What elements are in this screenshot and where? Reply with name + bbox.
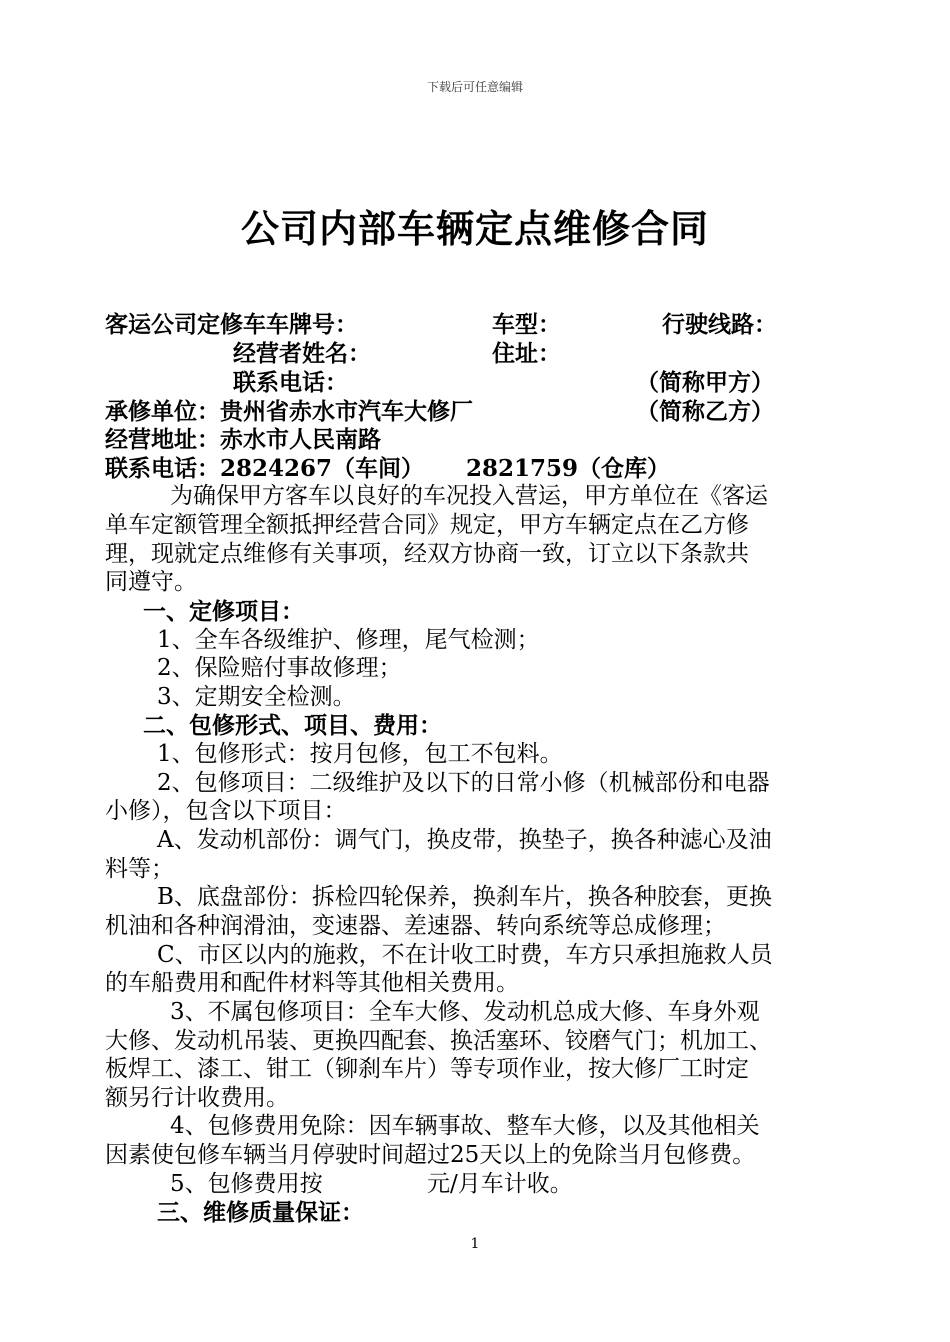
section1-item: 1、全车各级维护、修理，尾气检测； bbox=[157, 627, 540, 653]
section2-line: 板焊工、漆工、钳工（铆刹车片）等专项作业，按大修厂工时定 bbox=[105, 1056, 749, 1082]
model-label: 车型： bbox=[492, 311, 561, 338]
warehouse-phone: 2821759（仓库） bbox=[466, 455, 671, 482]
header-note: 下载后可任意编辑 bbox=[426, 80, 523, 94]
document-title: 公司内部车辆定点维修合同 bbox=[240, 206, 709, 251]
section1-heading: 一、定修项目： bbox=[143, 598, 304, 625]
intro-line: 理，现就定点维修有关事项，经双方协商一致，订立以下条款共 bbox=[105, 541, 749, 567]
section2-line: 料等； bbox=[105, 856, 174, 882]
repairer-line: 承修单位：贵州省赤水市汽车大修厂 bbox=[105, 398, 473, 425]
section2-line: 大修、发动机吊装、更换四配套、换活塞环、铰磨气门；机加工、 bbox=[105, 1028, 772, 1054]
intro-line: 单车定额管理全额抵押经营合同》规定，甲方车辆定点在乙方修 bbox=[105, 512, 749, 538]
intro-line: 同遵守。 bbox=[105, 569, 197, 595]
party-b-short-name: （简称乙方） bbox=[636, 398, 774, 425]
section2-line: B、底盘部份：拆检四轮保养，换刹车片，换各种胶套，更换 bbox=[157, 884, 772, 910]
section2-line: 小修），包含以下项目： bbox=[105, 798, 347, 824]
workshop-phone: 联系电话：2824267（车间） bbox=[105, 455, 425, 482]
section2-line: 3、不属包修项目：全车大修、发动机总成大修、车身外观 bbox=[170, 999, 760, 1025]
operator-label: 经营者姓名： bbox=[233, 340, 371, 367]
section2-line: 的车船费用和配件材料等其他相关费用。 bbox=[105, 970, 519, 996]
party-a-short-name: （简称甲方） bbox=[636, 369, 774, 396]
page-number: 1 bbox=[470, 1236, 480, 1252]
section1-item: 3、定期安全检测。 bbox=[157, 684, 356, 710]
section2-heading: 二、包修形式、项目、费用： bbox=[143, 712, 442, 739]
section1-item: 2、保险赔付事故修理； bbox=[157, 655, 402, 681]
section3-heading: 三、维修质量保证： bbox=[157, 1199, 364, 1226]
phone-label: 联系电话： bbox=[233, 369, 348, 396]
address-label: 住址： bbox=[492, 340, 561, 367]
plate-label: 客运公司定修车车牌号： bbox=[105, 311, 358, 338]
section2-line: C、市区以内的施救，不在计收工时费，车方只承担施救人员 bbox=[157, 942, 773, 968]
section2-line: 额另行计收费用。 bbox=[105, 1085, 289, 1111]
section2-line: 机油和各种润滑油，变速器、差速器、转向系统等总成修理； bbox=[105, 913, 726, 939]
section2-line: 4、包修费用免除：因车辆事故、整车大修，以及其他相关 bbox=[170, 1113, 760, 1139]
business-address: 经营地址：赤水市人民南路 bbox=[105, 426, 381, 453]
section2-line: A、发动机部份：调气门，换皮带，换垫子，换各种滤心及油 bbox=[157, 827, 772, 853]
section2-line: 元/月车计收。 bbox=[427, 1171, 573, 1197]
section2-line: 2、包修项目：二级维护及以下的日常小修（机械部份和电器 bbox=[157, 770, 770, 796]
route-label: 行驶线路： bbox=[662, 311, 777, 338]
section2-line: 1、包修形式：按月包修，包工不包料。 bbox=[157, 741, 563, 767]
section2-line: 5、包修费用按 bbox=[170, 1171, 323, 1197]
intro-line: 为确保甲方客车以良好的车况投入营运，甲方单位在《客运 bbox=[170, 483, 768, 509]
section2-line: 因素使包修车辆当月停驶时间超过25天以上的免除当月包修费。 bbox=[105, 1142, 756, 1168]
